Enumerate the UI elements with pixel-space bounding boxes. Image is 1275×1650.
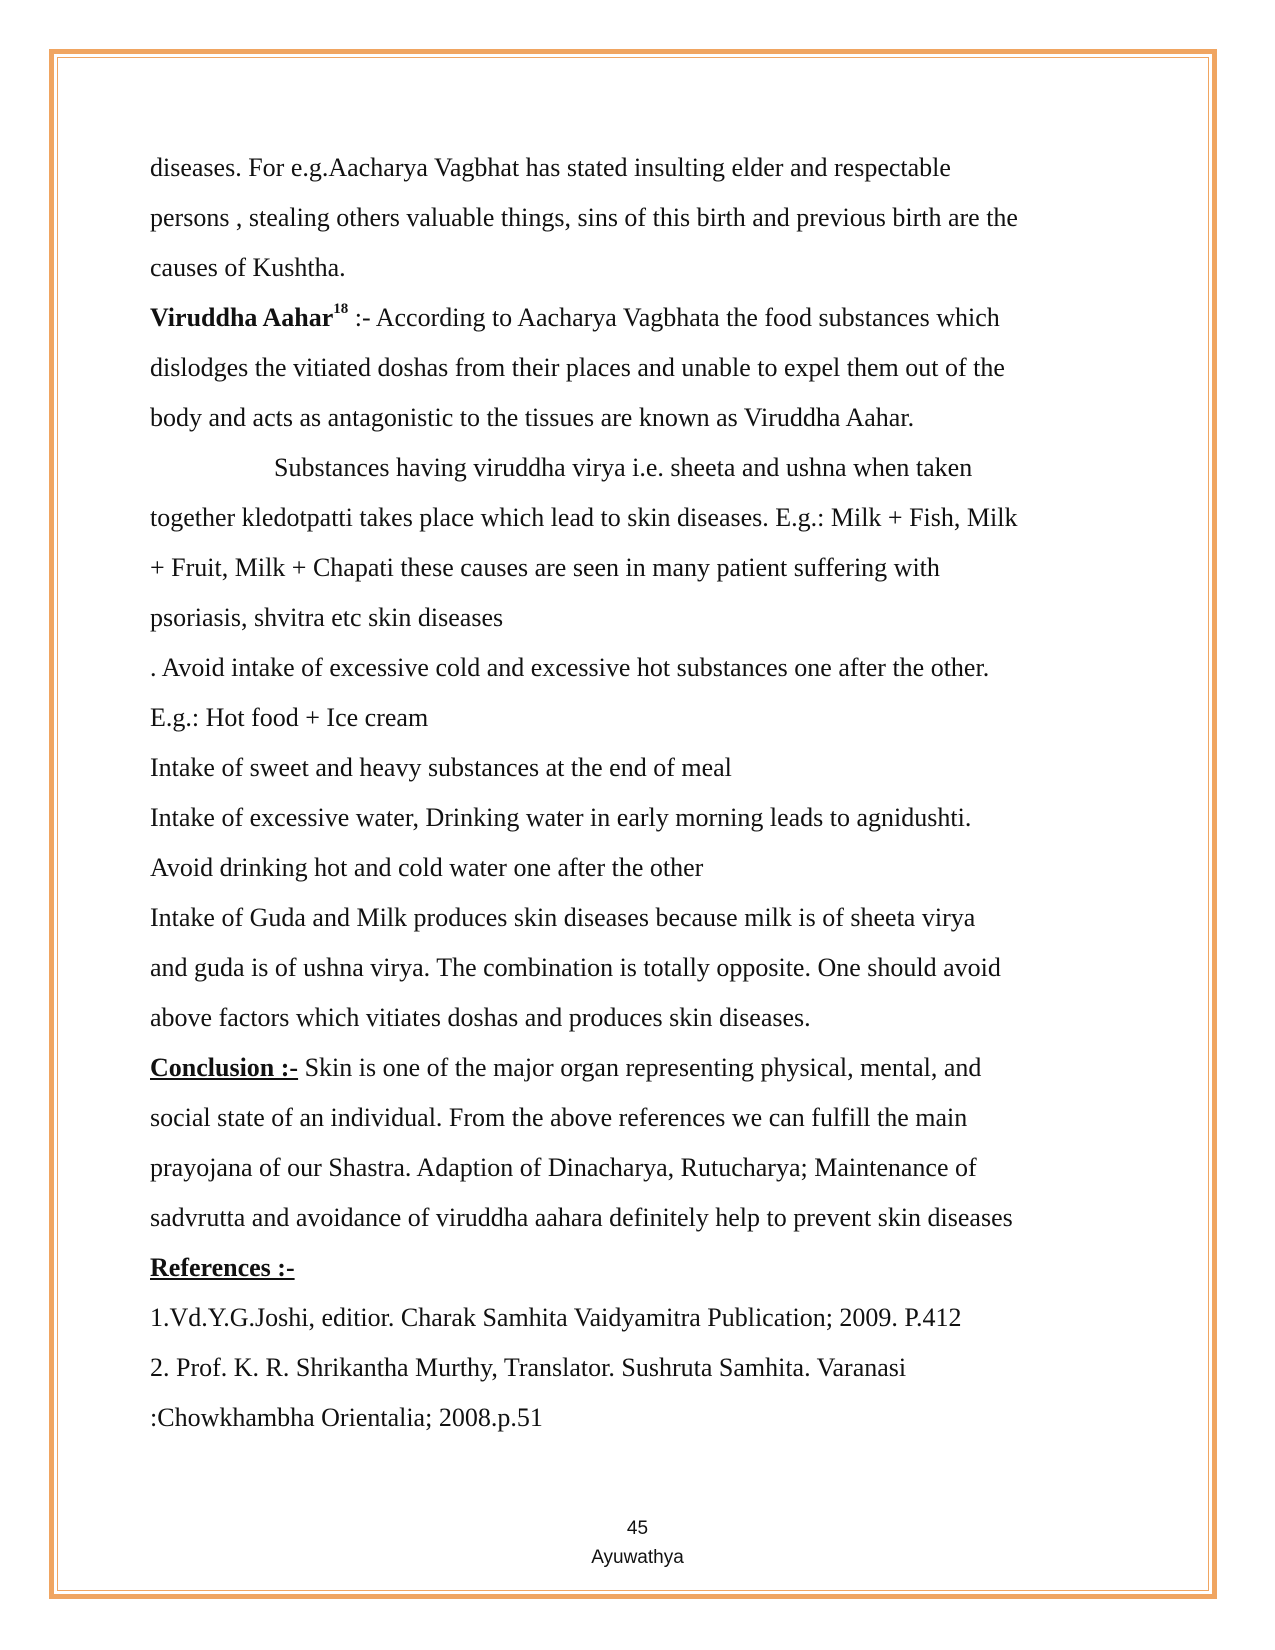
body-line: together kledotpatti takes place which lead to skin diseases. E.g.: Milk + Fish, Milk	[150, 503, 1018, 532]
body-line: and guda is of ushna virya. The combination is totally opposite. One should avoid	[150, 953, 1001, 982]
viruddha-text: :- According to Aacharya Vagbhata the food substances which	[348, 303, 1000, 332]
body-line: body and acts as antagonistic to the tissues are known as Viruddha Aahar.	[150, 403, 915, 432]
citation-superscript: 18	[333, 301, 349, 318]
body-line: psoriasis, shvitra etc skin diseases	[150, 603, 504, 632]
reference-item: 2. Prof. K. R. Shrikantha Murthy, Translator. Sushruta Samhita. Varanasi	[150, 1353, 907, 1382]
viruddha-first-line	[150, 293, 1130, 343]
body-line: E.g.: Hot food + Ice cream	[150, 703, 429, 732]
body-line: Intake of Guda and Milk produces skin diseases because milk is of sheeta virya	[150, 903, 976, 932]
journal-name: Ayuwathya	[591, 1547, 684, 1568]
body-line: prayojana of our Shastra. Adaption of Dinacharya, Rutucharya; Maintenance of	[150, 1153, 977, 1182]
body-line: . Avoid intake of excessive cold and excessive hot substances one after the other.	[150, 653, 990, 682]
references-heading-line	[150, 1243, 1130, 1293]
body-line: above factors which vitiates doshas and produces skin diseases.	[150, 1003, 811, 1032]
body-line: sadvrutta and avoidance of viruddha aahara definitely help to prevent skin diseases	[150, 1203, 1013, 1232]
article-body	[150, 143, 1130, 1443]
conclusion-heading: Conclusion :-	[150, 1053, 299, 1082]
viruddha-heading: Viruddha Aahar	[150, 303, 334, 332]
body-line: persons , stealing others valuable things, sins of this birth and previous birth are the	[150, 203, 1018, 232]
reference-item: :Chowkhambha Orientalia; 2008.p.51	[150, 1403, 543, 1432]
body-line: Intake of excessive water, Drinking water in early morning leads to agnidushti.	[150, 803, 972, 832]
conclusion-first-line	[150, 1043, 1130, 1093]
references-heading: References :-	[150, 1253, 295, 1282]
body-line: causes of Kushtha.	[150, 253, 346, 282]
indented-paragraph-start: Substances having viruddha virya i.e. sheeta and ushna when taken	[274, 453, 973, 482]
body-line: dislodges the vitiated doshas from their places and unable to expel them out of the	[150, 353, 1005, 382]
conclusion-text: Skin is one of the major organ representing physical, mental, and	[298, 1053, 982, 1082]
page-number: 45	[626, 1518, 649, 1539]
body-line: social state of an individual. From the above references we can fulfill the main	[150, 1103, 968, 1132]
body-line: + Fruit, Milk + Chapati these causes are seen in many patient suffering with	[150, 553, 940, 582]
body-line: Avoid drinking hot and cold water one after the other	[150, 853, 704, 882]
body-line: diseases. For e.g.Aacharya Vagbhat has stated insulting elder and respectable	[150, 153, 951, 182]
body-line: Intake of sweet and heavy substances at the end of meal	[150, 753, 732, 782]
reference-item: 1.Vd.Y.G.Joshi, editior. Charak Samhita Vaidyamitra Publication; 2009. P.412	[150, 1303, 962, 1332]
